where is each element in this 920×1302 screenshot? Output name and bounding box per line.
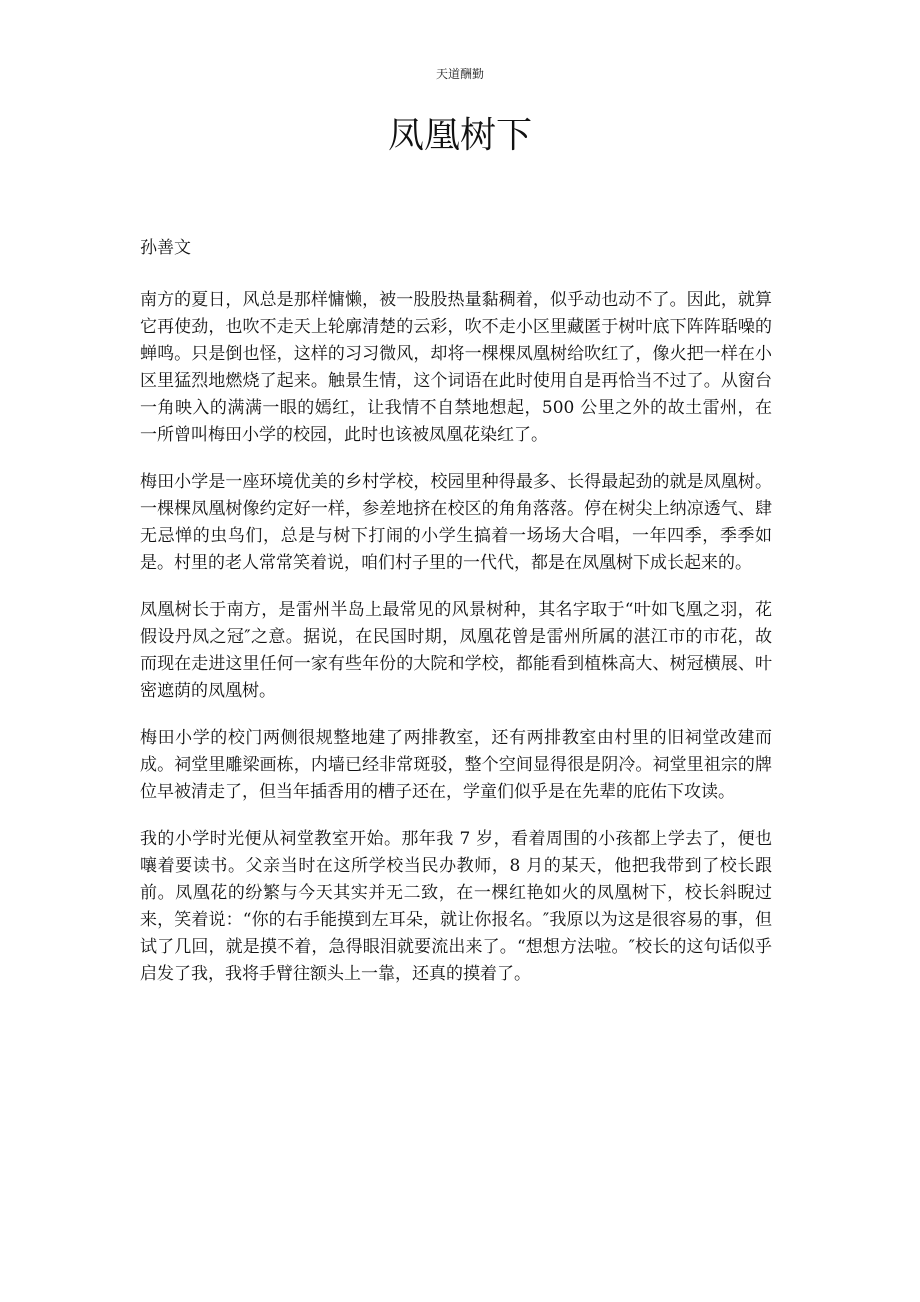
paragraph: 南方的夏日，风总是那样慵懒，被一股股热量黏稠着，似乎动也动不了。因此，就算它再使劲，也吹不走天上轮廓清楚的云彩，吹不走小区里藏匿于树叶底下阵阵聒噪的蝉鸣。只是倒也怪，这样的习习微风，却将一棵棵凤凰树给吹红了，像火把一样在小区里猛烈地燃烧了起来。触景生情，这个词语在此时使用自是再恰当不过了。从窗台一角映入的满满一眼的嫣红，让我情不自禁地想起，500 公里之外的故土雷州，在一所曾叫梅田小学的校园，此时也该被凤凰花染红了。 — [140, 290, 772, 445]
paragraph: 凤凰树长于南方，是雷州半岛上最常见的风景树种，其名字取于“叶如飞凰之羽，花假设丹凤之冠″之意。据说，在民国时期，凤凰花曾是雷州所属的湛江市的市花，故而现在走进这里任何一家有些年份的大院和学校，都能看到植株高大、树冠横展、叶密遮荫的凤凰树。 — [140, 600, 772, 701]
article-author: 孙善文 — [140, 238, 191, 258]
page-header: 天道酬勤 — [435, 67, 484, 81]
paragraph: 梅田小学是一座环境优美的乡村学校，校园里种得最多、长得最起劲的就是凤凰树。一棵棵凤凰树像约定好一样，参差地挤在校区的角角落落。停在树尖上纳凉透气、肆无忌惮的虫鸟们，总是与树下打闹的小学生搞着一场场大合唱，一年四季，季季如是。村里的老人常常笑着说，咱们村子里的一代代，都是在凤凰树下成长起来的。 — [140, 472, 772, 573]
paragraph: 我的小学时光便从祠堂教室开始。那年我 7 岁，看着周围的小孩都上学去了，便也嚷着要读书。父亲当时在这所学校当民办教师，8 月的某天，他把我带到了校长跟前。凤凰花的纷繁与今天其实并无二致，在一棵红艳如火的凤凰树下，校长斜睨过来，笑着说：“你的右手能摸到左耳朵，就让你报名。″我原以为这是很容易的事，但试了几回，就是摸不着，急得眼泪就要流出来了。“想想方法啦。″校长的这句话似乎启发了我，我将手臂往额头上一靠，还真的摸着了。 — [140, 829, 772, 984]
article-body — [140, 287, 772, 1008]
paragraph: 梅田小学的校门两侧很规整地建了两排教室，还有两排教室由村里的旧祠堂改建而成。祠堂里雕梁画栋，内墙已经非常斑驳，整个空间显得很是阴冷。祠堂里祖宗的牌位早被清走了，但当年插香用的槽子还在，学童们似乎是在先辈的庇佑下攻读。 — [140, 728, 772, 802]
article-title: 凤凰树下 — [387, 115, 532, 156]
